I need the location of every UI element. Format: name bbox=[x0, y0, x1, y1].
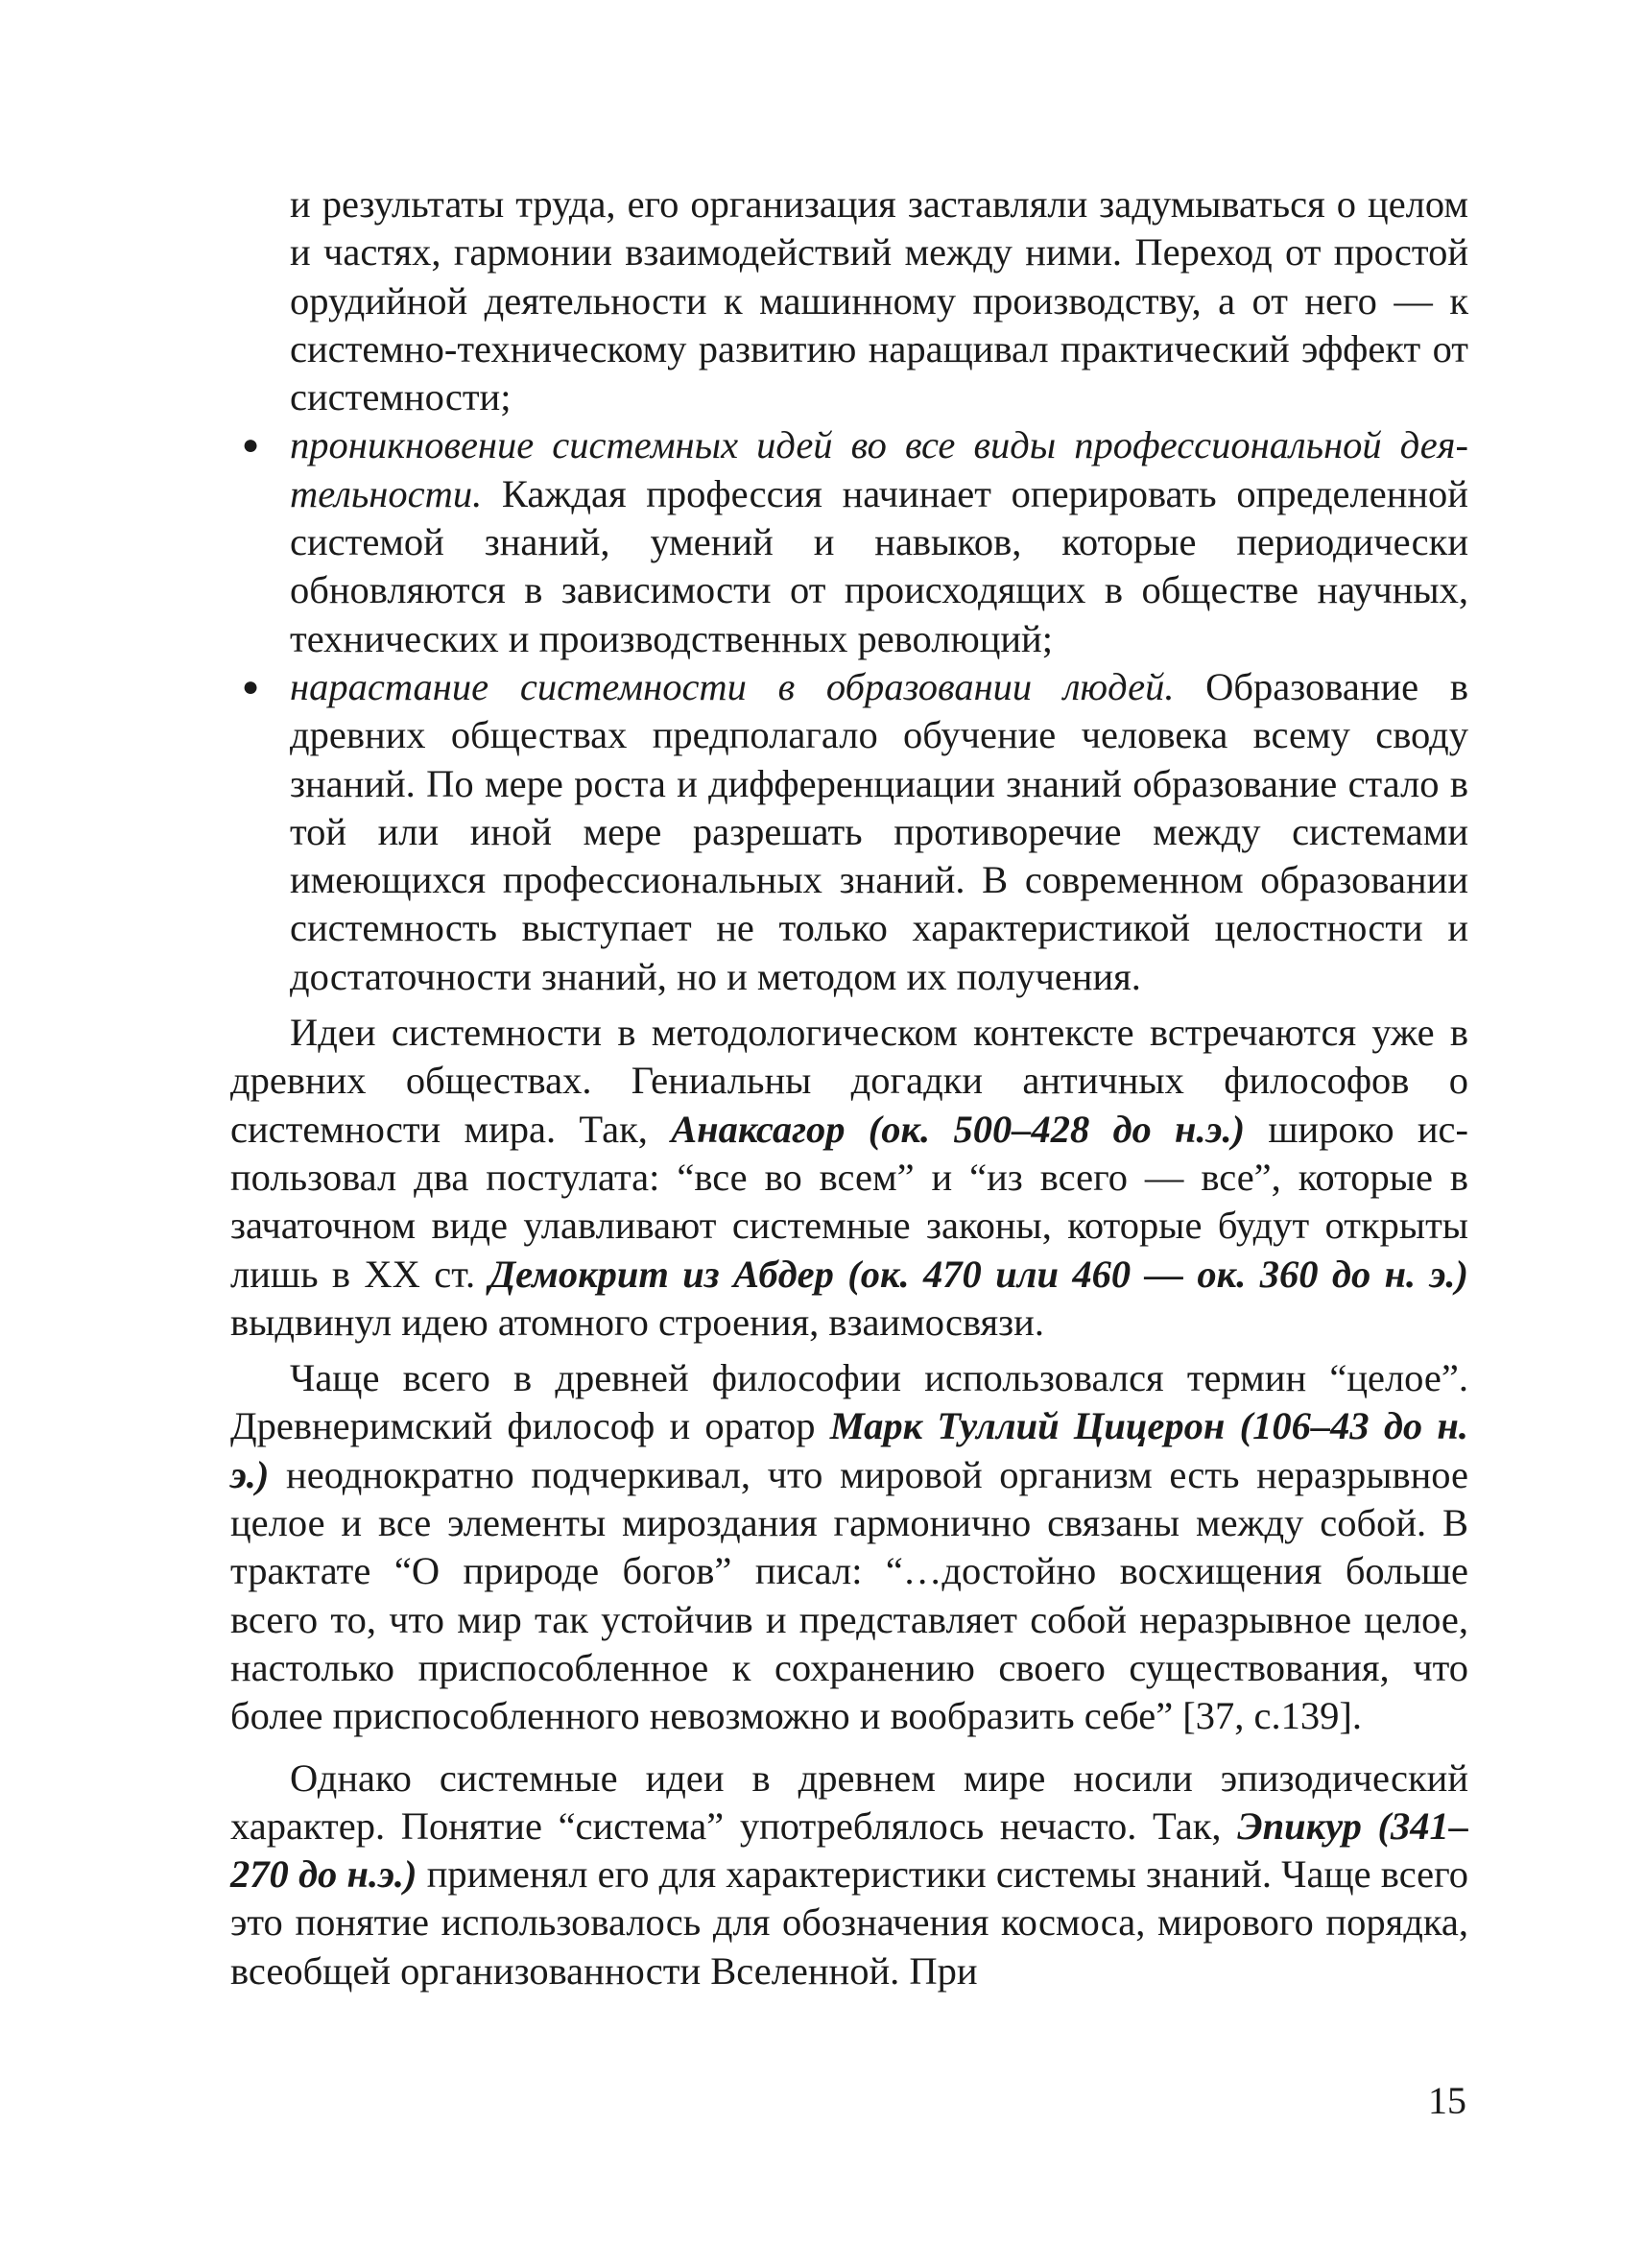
paragraph-text: широко использовал два постулата: “все во всем” и “из всего — все”, которые в зачаточном виде улавливают системные законы, которые будут открыты лишь в XX ст. bbox=[230, 1107, 1468, 1296]
bullet-term: нарастание системности в образовании людей. bbox=[290, 664, 1175, 708]
paragraph-text: Чаще всего в древней философии использовался термин “целое”. Древнеримский философ и оратор bbox=[230, 1356, 1468, 1448]
person-name-democritus: Демокрит из Абдер (ок. 470 или 460 — ок. 360 до н. э.) bbox=[488, 1252, 1468, 1296]
page-body bbox=[230, 180, 1468, 1995]
person-name-anaxagoras: Анаксагор (ок. 500–428 до н.э.) bbox=[671, 1107, 1246, 1151]
list-item bbox=[230, 663, 1468, 1001]
list-item bbox=[230, 421, 1468, 662]
paragraph-text: неоднократно подчеркивал, что мировой организм есть неразрывное целое и все элементы мироздания гармонично связаны между собой. В трактате “О природе богов” писал: “…достойно восхищения больше всего то, что мир так устойчив и представляет собой неразрывное целое, настолько приспособленное к сохранению своего существования, что более приспособленного невозможно и вообразить себе” [37, с.139]. bbox=[230, 1452, 1468, 1738]
bullet-text: Образование в древних обществах предполагало обучение человека всему своду знаний. По мере роста и дифференциации знаний образование стало в той или иной мере разрешать противоречие между системами имеющихся профессиональных знаний. В современном образовании системность выступает не только характеристикой целостности и достаточности знаний, но и методом их получения. bbox=[290, 664, 1468, 998]
paragraph-text: применял его для характеристики системы знаний. Чаще всего это понятие использовалось для обозначения космоса, мирового порядка, всеобщей организованности Вселенной. При bbox=[230, 1852, 1468, 1993]
bullet-list bbox=[230, 421, 1468, 1001]
paragraph-text: выдвинул идею атомного строения, взаимосвязи. bbox=[230, 1300, 1044, 1344]
bullet-icon: ● bbox=[242, 670, 260, 703]
paragraph-cicero bbox=[230, 1354, 1468, 1740]
bullet-term: проникновение системных идей во все виды профессиональной деятельности. bbox=[290, 423, 1468, 515]
continuation-paragraph: и результаты труда, его организация заставляли задумываться о целом и частях, гармонии взаимодействий между ними. Переход от простой орудийной деятельности к машинному производству, а от него — к системно-техническому развитию наращивал практический эффект от системности; bbox=[290, 182, 1468, 419]
bullet-text: Каждая профессия начинает оперировать определенной системой знаний, умений и навыков, которые периодически обновляются в зависимости от происходящих в обществе научных, технических и производственных революций; bbox=[290, 471, 1468, 660]
paragraph-epicurus bbox=[230, 1755, 1468, 1995]
page-number: 15 bbox=[1428, 2079, 1466, 2122]
paragraph-text: Однако системные идеи в древнем мире носили эпизодический характер. Понятие “система” употреблялось нечасто. Так, bbox=[230, 1755, 1468, 1848]
person-name-epicurus: Эпикур (341–270 до н.э.) bbox=[230, 1803, 1468, 1897]
person-name-cicero: Марк Туллий Цицерон (106–43 до н. э.) bbox=[230, 1404, 1468, 1496]
paragraph-anaxagoras bbox=[230, 1009, 1468, 1347]
paragraph-text: Идеи системности в методологическом контексте встречаются уже в древних обществах. Гениальны догадки античных философов о системности мира. Так, bbox=[230, 1011, 1468, 1151]
bullet-icon: ● bbox=[242, 429, 260, 462]
